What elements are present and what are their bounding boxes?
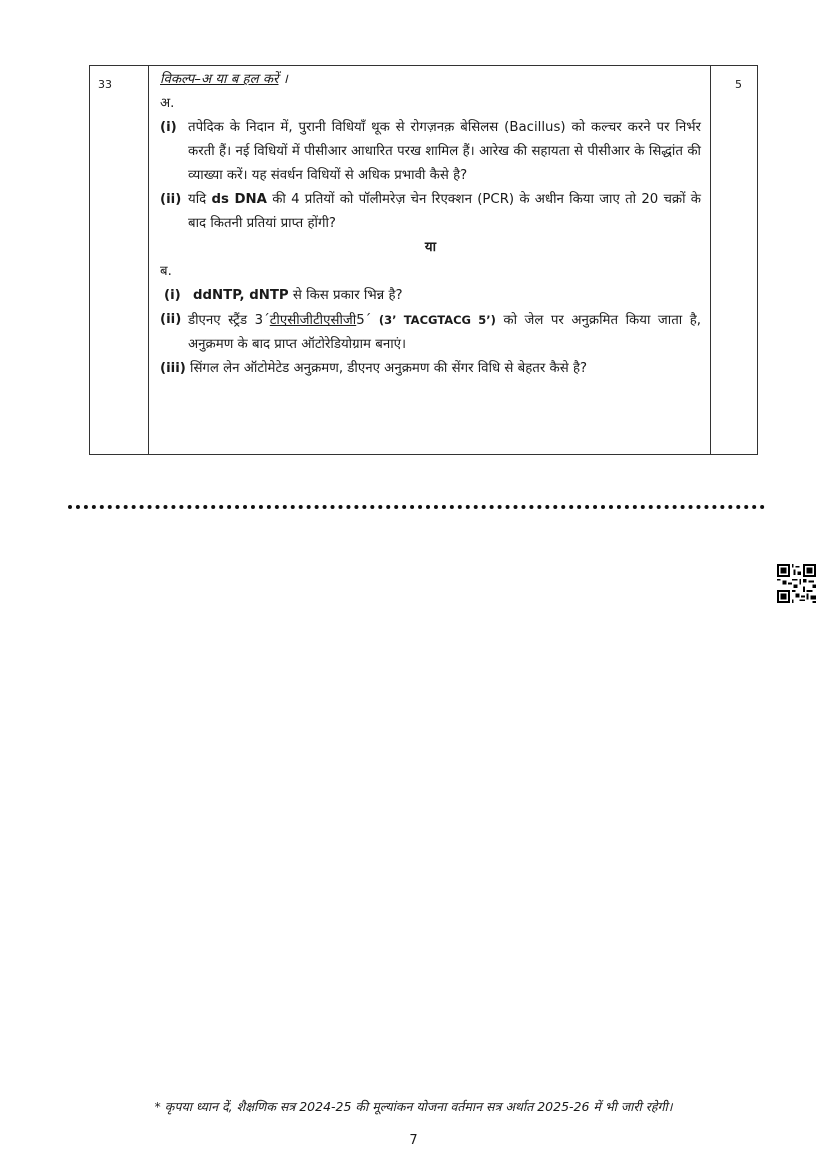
question-number: 33 [98, 78, 112, 91]
item-text-bold: ds DNA [211, 192, 267, 207]
option-b-item-3 [160, 357, 701, 381]
option-a-item-1 [160, 116, 701, 188]
footnote: * कृपया ध्यान दें, शैक्षणिक सत्र 2024-25 की मूल्यांकन योजना वर्तमान सत्र अर्थात 2025-26 में भी जारी रहेगी। [154, 1099, 673, 1114]
item-text-bold: ddNTP, dNTP [193, 288, 289, 303]
option-a-item-2 [160, 188, 701, 236]
option-b-item-1 [160, 284, 701, 308]
column-divider [710, 66, 711, 454]
item-text-after: से किस प्रकार भिन्न है? [288, 288, 403, 303]
question-heading-end: । [278, 72, 288, 87]
item-label: (ii) [160, 192, 182, 207]
question-content [160, 68, 701, 381]
page-number: 7 [409, 1133, 418, 1148]
question-table [89, 65, 758, 455]
item-text-after: की 4 प्रतियों को पॉलीमरेज़ चेन रिएक्शन (PCR) के अधीन किया जाए तो 20 चक्रों के बाद कितनी प्रतियां प्राप्त होंगी? [188, 192, 701, 231]
item-label: (i) [164, 288, 181, 303]
option-a-label: अ. [160, 96, 175, 111]
item-label: (i) [160, 120, 177, 135]
item-text-before: यदि [188, 192, 212, 207]
option-b-label: ब. [160, 264, 172, 279]
item-text-bold: (3’ TACGTACG 5’) [378, 313, 496, 327]
question-heading-text: विकल्प–अ या ब हल करें [160, 72, 279, 87]
item-text-mid: 5´ [356, 313, 379, 328]
column-divider [148, 66, 149, 454]
item-text: सिंगल लेन ऑटोमेटेड अनुक्रमण, डीएनए अनुक्रमण की सेंगर विधि से बेहतर कैसे है? [190, 361, 588, 376]
option-b-item-2 [160, 308, 701, 357]
item-label: (iii) [160, 361, 186, 376]
item-label: (ii) [160, 312, 182, 327]
item-text-after: को जेल पर अनुक्रमित किया जाता है, अनुक्रमण के बाद प्राप्त ऑटोरेडियोग्राम बनाएं। [188, 313, 701, 352]
qr-code-icon [777, 564, 816, 603]
item-text: तपेदिक के निदान में, पुरानी विधियाँ थूक से रोगज़नक़ बेसिलस (Bacillus) को कल्चर करने पर निर्भर करती हैं। नई विधियों में पीसीआर आधारित परख शामिल हैं। आरेख की सहायता से पीसीआर के सिद्धांत की व्याख्या करें। यह संवर्धन विधियों से अधिक प्रभावी कैसे है? [188, 120, 701, 183]
question-heading [160, 68, 701, 92]
or-separator: या [424, 240, 437, 255]
item-text-before: डीएनए स्ट्रैंड 3´ [188, 313, 270, 328]
question-marks: 5 [735, 78, 742, 91]
item-text-underlined: टीएसीजीटीएसीजी [269, 313, 357, 328]
dotted-separator [68, 505, 765, 509]
